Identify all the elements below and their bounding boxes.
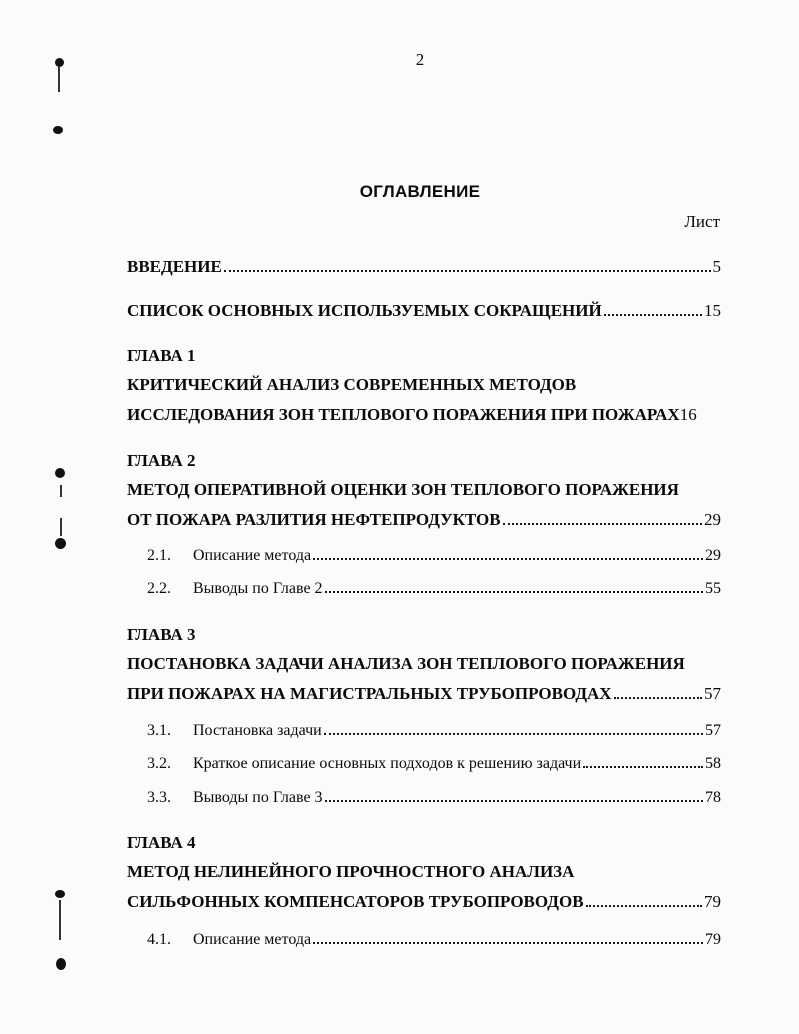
- section-label: Постановка задачи: [193, 722, 322, 739]
- toc-entry-label: ИССЛЕДОВАНИЯ ЗОН ТЕПЛОВОГО ПОРАЖЕНИЯ ПРИ ПОЖАРАХ: [127, 405, 680, 424]
- section-page: 57: [705, 722, 721, 739]
- toc-entry-label: СПИСОК ОСНОВНЫХ ИСПОЛЬЗУЕМЫХ СОКРАЩЕНИЙ: [127, 301, 602, 320]
- scan-mark: [55, 890, 65, 898]
- toc-entry-section-3-1[interactable]: [147, 722, 721, 740]
- dot-leader: [604, 314, 702, 316]
- toc-entry-label: СИЛЬФОННЫХ КОМПЕНСАТОРОВ ТРУБОПРОВОДОВ: [127, 892, 584, 911]
- scan-mark: [53, 126, 63, 134]
- section-page: 55: [705, 580, 721, 597]
- toc-entry-label: ПРИ ПОЖАРАХ НА МАГИСТРАЛЬНЫХ ТРУБОПРОВОДАХ: [127, 684, 612, 703]
- toc-entry-section-2-2[interactable]: [147, 580, 721, 598]
- toc-entry-section-2-1[interactable]: [147, 547, 721, 565]
- scan-mark: [60, 518, 62, 536]
- dot-leader: [313, 558, 703, 560]
- chapter-4-title-line1: МЕТОД НЕЛИНЕЙНОГО ПРОЧНОСТНОГО АНАЛИЗА: [127, 862, 575, 881]
- section-label: Выводы по Главе 3: [193, 789, 323, 806]
- toc-entry-section-4-1[interactable]: [147, 931, 721, 949]
- scan-mark: [60, 485, 62, 497]
- dot-leader: [325, 800, 703, 802]
- toc-entry-page: 79: [704, 892, 721, 911]
- toc-entry-chapter-2[interactable]: [127, 510, 721, 530]
- chapter-3-title-line1: ПОСТАНОВКА ЗАДАЧИ АНАЛИЗА ЗОН ТЕПЛОВОГО ПОРАЖЕНИЯ: [127, 654, 685, 673]
- section-number: 4.1.: [147, 931, 171, 948]
- toc-entry-page: 16: [679, 405, 697, 424]
- scan-mark: [55, 468, 65, 478]
- dot-leader: [224, 270, 711, 272]
- dot-leader: [583, 766, 703, 768]
- dot-leader: [503, 523, 702, 525]
- dot-leader: [586, 905, 702, 907]
- chapter-3-heading: ГЛАВА 3: [127, 625, 196, 644]
- toc-entry-abbrev[interactable]: [127, 301, 721, 321]
- chapter-1-heading: ГЛАВА 1: [127, 346, 196, 365]
- section-page: 78: [705, 789, 721, 806]
- section-page: 58: [705, 755, 721, 772]
- toc-entry-chapter-3[interactable]: [127, 684, 721, 704]
- section-label: Краткое описание основных подходов к решению задачи: [193, 755, 582, 772]
- chapter-1-title-line1: КРИТИЧЕСКИЙ АНАЛИЗ СОВРЕМЕННЫХ МЕТОДОВ: [127, 375, 577, 394]
- toc-entry-chapter-1[interactable]: [127, 405, 721, 425]
- section-number: 3.1.: [147, 722, 171, 739]
- toc-entry-page: 15: [704, 301, 721, 320]
- scan-mark: [55, 58, 64, 67]
- toc-entry-page: 29: [704, 510, 721, 529]
- scan-mark: [59, 900, 61, 940]
- dot-leader: [313, 942, 703, 944]
- sheet-column-label: Лист: [684, 212, 720, 231]
- scan-mark: [55, 538, 66, 549]
- toc-entry-page: 5: [712, 257, 721, 276]
- section-page: 29: [705, 547, 721, 564]
- toc-entry-intro[interactable]: [127, 257, 721, 277]
- toc-entry-label: ВВЕДЕНИЕ: [127, 257, 222, 276]
- toc-entry-chapter-4[interactable]: [127, 892, 721, 912]
- toc-title: ОГЛАВЛЕНИЕ: [359, 182, 481, 201]
- scan-mark: [58, 66, 60, 92]
- scan-mark: [56, 958, 66, 970]
- section-number: 2.2.: [147, 580, 171, 597]
- toc-entry-section-3-3[interactable]: [147, 789, 721, 807]
- toc-entry-page: 57: [704, 684, 721, 703]
- section-label: Описание метода: [193, 931, 312, 948]
- section-number: 2.1.: [147, 547, 171, 564]
- section-label: Выводы по Главе 2: [193, 580, 323, 597]
- chapter-2-heading: ГЛАВА 2: [127, 451, 196, 470]
- dot-leader: [324, 733, 703, 735]
- toc-entry-section-3-2[interactable]: [147, 755, 721, 773]
- section-number: 3.2.: [147, 755, 171, 772]
- dot-leader: [614, 697, 702, 699]
- section-label: Описание метода: [193, 547, 312, 564]
- section-number: 3.3.: [147, 789, 171, 806]
- chapter-2-title-line1: МЕТОД ОПЕРАТИВНОЙ ОЦЕНКИ ЗОН ТЕПЛОВОГО ПОРАЖЕНИЯ: [127, 480, 679, 499]
- chapter-4-heading: ГЛАВА 4: [127, 833, 196, 852]
- page-number: 2: [415, 50, 425, 69]
- toc-entry-label: ОТ ПОЖАРА РАЗЛИТИЯ НЕФТЕПРОДУКТОВ: [127, 510, 501, 529]
- section-page: 79: [705, 931, 721, 948]
- dot-leader: [325, 591, 703, 593]
